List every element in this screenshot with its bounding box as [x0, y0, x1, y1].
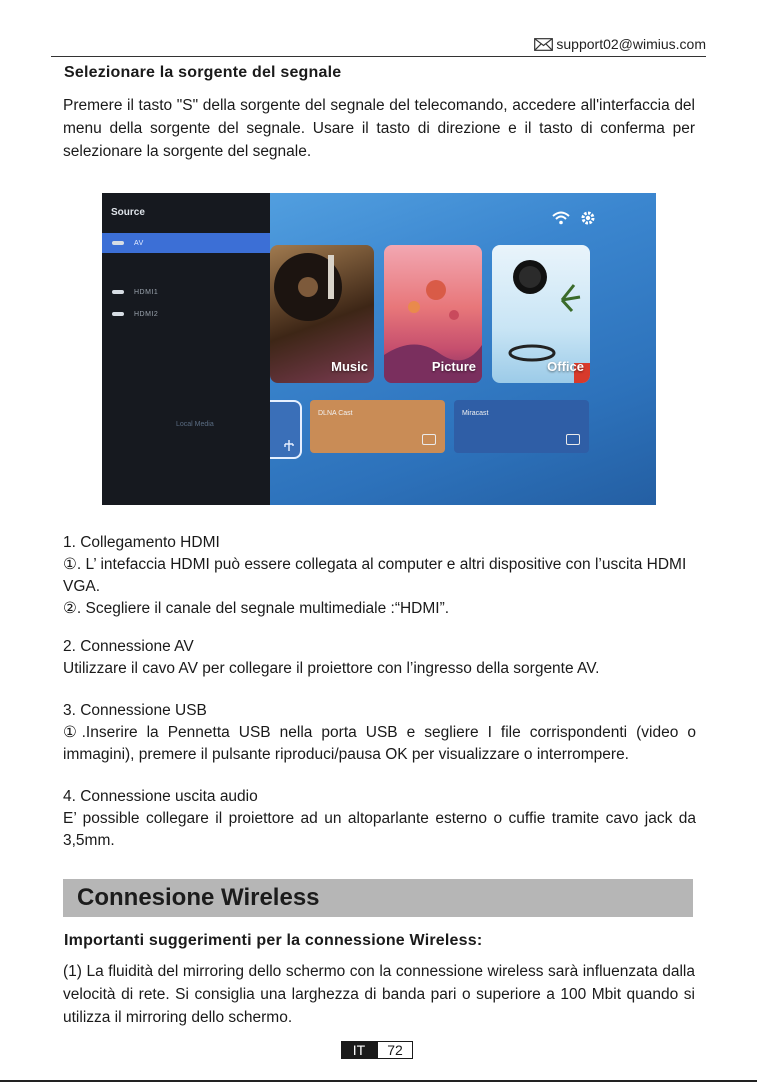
usb-title: 3. Connessione USB — [63, 702, 207, 719]
source-item-label: HDMI2 — [134, 310, 159, 318]
card-label: Music — [331, 359, 368, 374]
page-number-value: 72 — [377, 1041, 413, 1059]
usb-icon — [282, 439, 296, 453]
hdmi-title: 1. Collegamento HDMI — [63, 534, 220, 551]
local-media-tile — [270, 400, 302, 459]
mail-icon — [534, 38, 553, 51]
card-label: Picture — [431, 359, 476, 374]
card-miracast — [454, 400, 589, 453]
gear-icon — [580, 210, 596, 226]
card-small-label: Miracast — [462, 410, 489, 417]
wireless-heading-bar — [63, 879, 693, 917]
hdmi-section — [63, 532, 696, 620]
card-label: Office — [547, 359, 584, 374]
hdmi-port-icon — [112, 290, 124, 294]
usb-section — [63, 700, 696, 766]
email-address[interactable]: support02@wimius.com — [556, 36, 706, 52]
audio-text: E’ possible collegare il proiettore ad un altoparlante esterno o cuffie tramite cavo jack da 3,5mm. — [63, 810, 696, 849]
source-title: Source — [111, 207, 145, 218]
wifi-icon — [552, 211, 570, 225]
source-item-hdmi1 — [102, 282, 270, 302]
card-music — [270, 245, 374, 383]
wireless-subtitle: Importanti suggerimenti per la connessione Wireless: — [64, 932, 483, 949]
section-title: Selezionare la sorgente del segnale — [64, 64, 342, 81]
av-section — [63, 636, 696, 680]
av-title: 2. Connessione AV — [63, 638, 194, 655]
audio-title: 4. Connessione uscita audio — [63, 788, 258, 805]
hdmi-port-icon — [112, 312, 124, 316]
language-badge: IT — [341, 1041, 377, 1059]
status-icons — [552, 210, 596, 226]
card-office — [492, 245, 590, 383]
av-text: Utilizzare il cavo AV per collegare il proiettore con l’ingresso della sorgente AV. — [63, 660, 600, 677]
header-rule — [51, 56, 706, 57]
header-email — [534, 36, 706, 52]
wireless-heading: Connesione Wireless — [77, 884, 320, 911]
av-port-icon — [112, 241, 124, 245]
source-item-label: AV — [134, 239, 144, 247]
intro-paragraph: Premere il tasto "S" della sorgente del segnale del telecomando, accedere all'interfaccia del menu della sorgente del segnale. Usare il tasto di direzione e il tasto di conferma per selezionare la sorgente del segnale. — [63, 97, 695, 160]
card-small-label: DLNA Cast — [318, 410, 353, 417]
cast-icon — [422, 434, 436, 445]
page-number — [341, 1041, 413, 1059]
local-media-label: Local Media — [176, 421, 214, 428]
source-item-av — [102, 233, 270, 253]
wireless-tip-1: (1) La fluidità del mirroring dello schermo con la connessione wireless sarà influenzata dalla velocità di rete. Si consiglia una larghezza di banda pari o superiore a 100 Mbit quando si utilizza il mirroring dello schermo. — [63, 963, 695, 1026]
source-sidebar — [102, 193, 270, 505]
source-item-hdmi2 — [102, 304, 270, 324]
hdmi-step-1: ①. L’ intefaccia HDMI può essere collegata al computer e altri dispositive con l’uscita HDMI VGA. — [63, 556, 687, 595]
card-picture — [384, 245, 482, 383]
card-dlna-cast — [310, 400, 445, 453]
source-item-label: HDMI1 — [134, 288, 159, 296]
hdmi-step-2: ②. Scegliere il canale del segnale multimediale :“HDMI”. — [63, 600, 450, 617]
footer-rule — [0, 1080, 757, 1082]
source-menu-screenshot — [102, 193, 656, 505]
audio-section — [63, 786, 696, 852]
usb-text: ①.Inserire la Pennetta USB nella porta USB e segliere I file corrispondenti (video o immagini), premere il pulsante riproduci/pausa OK per visualizzare o interrompere. — [63, 724, 696, 763]
screen-mirror-icon — [566, 434, 580, 445]
